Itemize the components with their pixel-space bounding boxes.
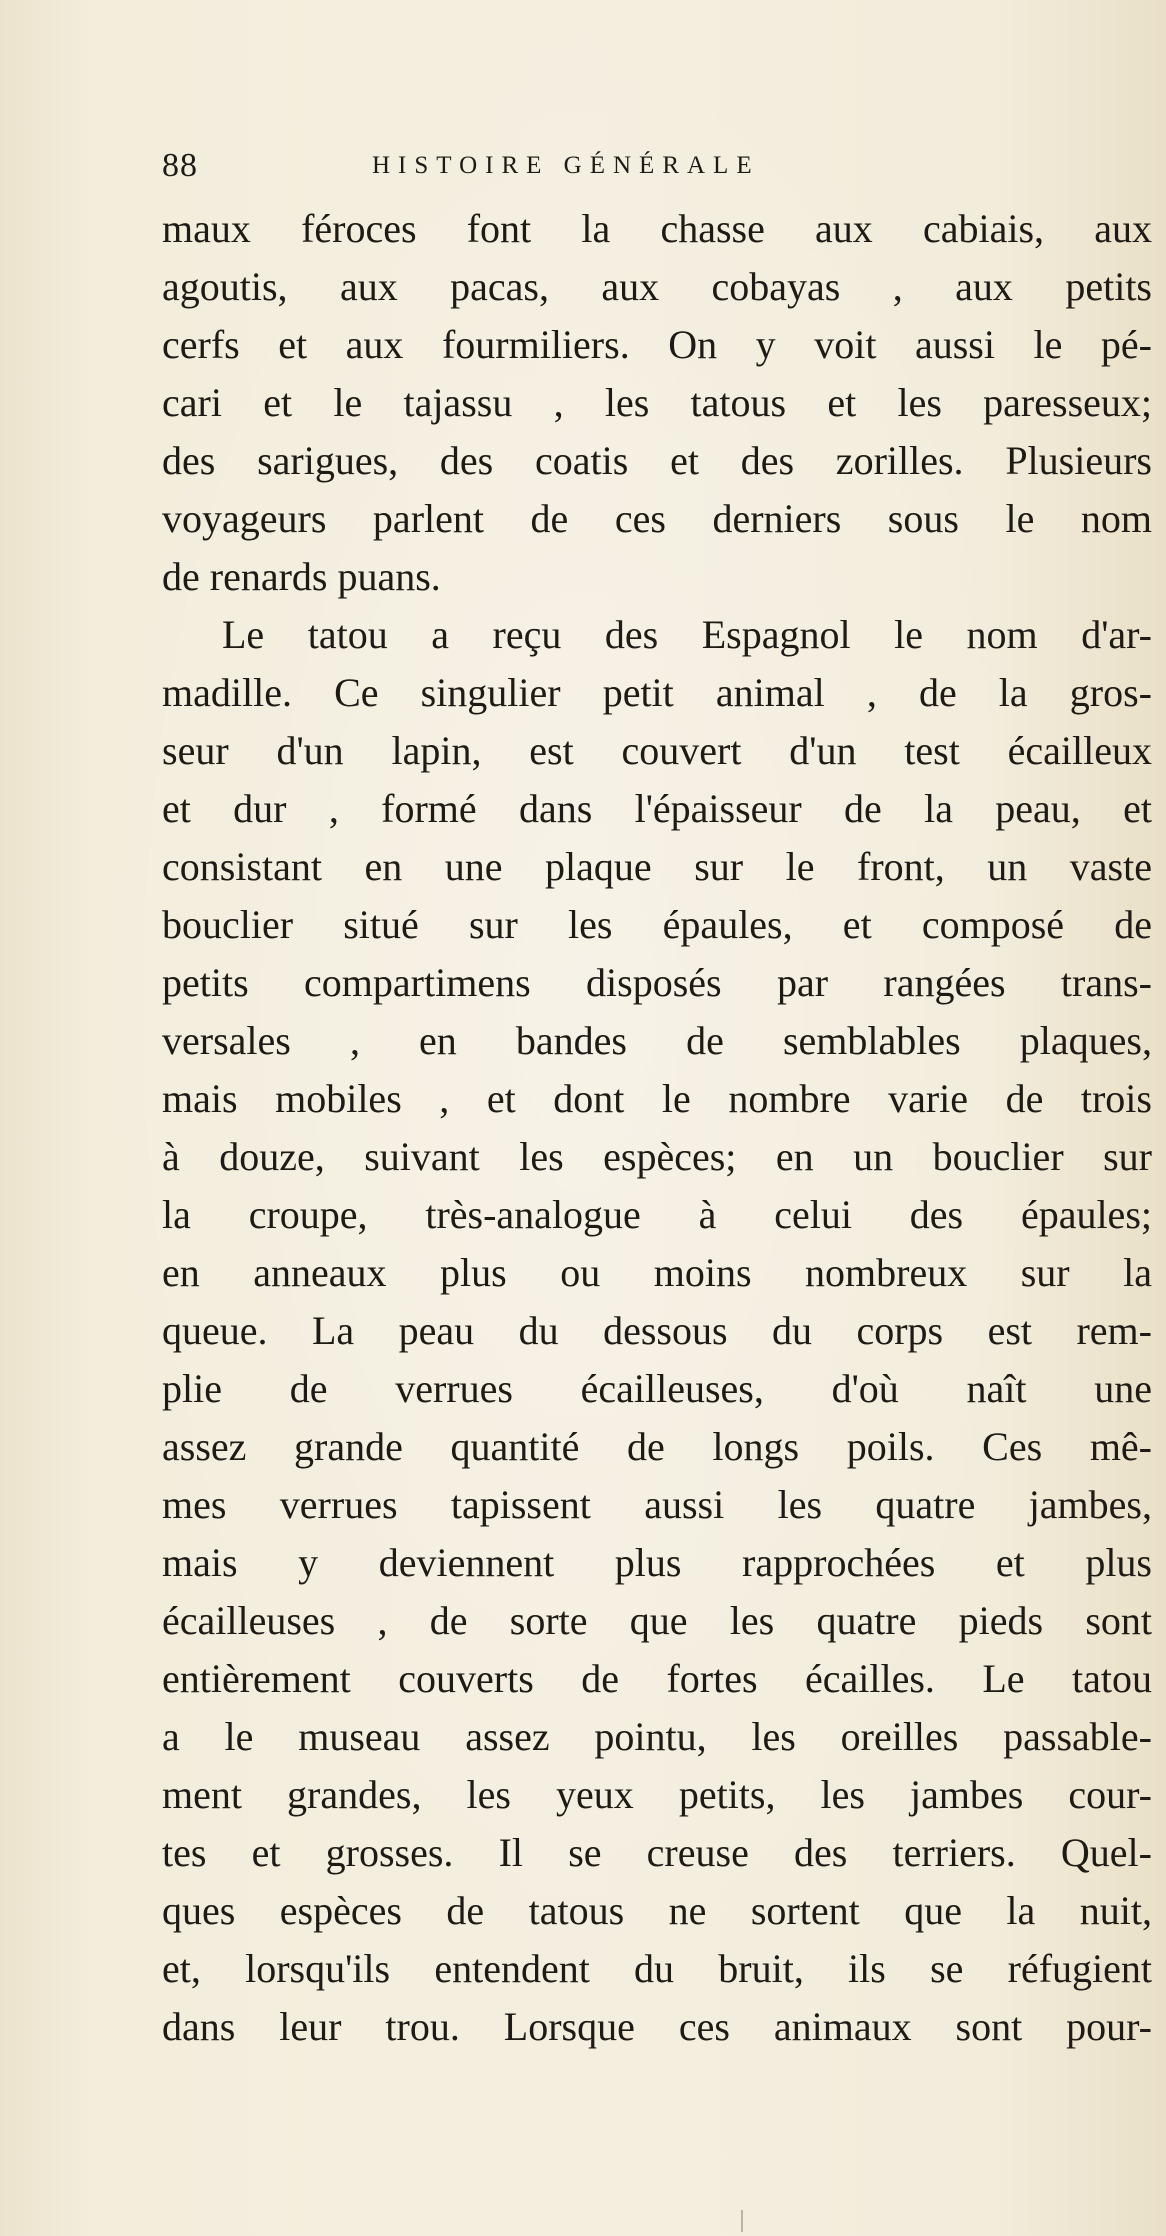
page-header: [162, 146, 982, 190]
text-line: entièrement couverts de fortes écailles. Le tatou: [162, 1656, 1152, 1701]
text-line: assez grande quantité de longs poils. Ces mê-: [162, 1424, 1152, 1469]
text-line: mes verrues tapissent aussi les quatre jambes,: [162, 1482, 1152, 1527]
text-line: agoutis, aux pacas, aux cobayas , aux petits: [162, 264, 1152, 309]
text-line: petits compartimens disposés par rangées trans-: [162, 960, 1152, 1005]
text-line: consistant en une plaque sur le front, un vaste: [162, 844, 1152, 889]
text-line: queue. La peau du dessous du corps est rem-: [162, 1308, 1152, 1353]
text-line: cerfs et aux fourmiliers. On y voit aussi le pé-: [162, 322, 1152, 367]
text-line: madille. Ce singulier petit animal , de la gros-: [162, 670, 1152, 715]
text-line: à douze, suivant les espèces; en un bouclier sur: [162, 1134, 1152, 1179]
text-line: mais mobiles , et dont le nombre varie de trois: [162, 1076, 1152, 1121]
text-line: des sarigues, des coatis et des zorilles. Plusieurs: [162, 438, 1152, 483]
text-line: en anneaux plus ou moins nombreux sur la: [162, 1250, 1152, 1295]
page-number: 88: [162, 147, 198, 184]
text-line: et dur , formé dans l'épaisseur de la peau, et: [162, 786, 1152, 831]
text-line: a le museau assez pointu, les oreilles passable-: [162, 1714, 1152, 1759]
running-title: HISTOIRE GÉNÉRALE: [372, 152, 760, 179]
text-line: cari et le tajassu , les tatous et les paresseux;: [162, 380, 1152, 425]
text-line: écailleuses , de sorte que les quatre pieds sont: [162, 1598, 1152, 1643]
text-line: bouclier situé sur les épaules, et composé de: [162, 902, 1152, 947]
text-line: et, lorsqu'ils entendent du bruit, ils se réfugient: [162, 1946, 1152, 1991]
text-line: ques espèces de tatous ne sortent que la nuit,: [162, 1888, 1152, 1933]
text-line: seur d'un lapin, est couvert d'un test écailleux: [162, 728, 1152, 773]
body-text: [162, 200, 1152, 2056]
text-line: plie de verrues écailleuses, d'où naît une: [162, 1366, 1152, 1411]
text-line: ment grandes, les yeux petits, les jambes cour-: [162, 1772, 1152, 1817]
text-line: tes et grosses. Il se creuse des terriers. Quel-: [162, 1830, 1152, 1875]
text-line: dans leur trou. Lorsque ces animaux sont pour-: [162, 2004, 1152, 2049]
text-line: voyageurs parlent de ces derniers sous le nom: [162, 496, 1152, 541]
text-line: la croupe, très-analogue à celui des épaules;: [162, 1192, 1152, 1237]
text-line: maux féroces font la chasse aux cabiais, aux: [162, 206, 1152, 251]
text-line: Le tatou a reçu des Espagnol le nom d'ar-: [222, 612, 1152, 657]
text-line: de renards puans.: [162, 554, 441, 599]
paper-speck: [741, 2210, 743, 2232]
text-line: mais y deviennent plus rapprochées et plus: [162, 1540, 1152, 1585]
text-line: versales , en bandes de semblables plaques,: [162, 1018, 1152, 1063]
